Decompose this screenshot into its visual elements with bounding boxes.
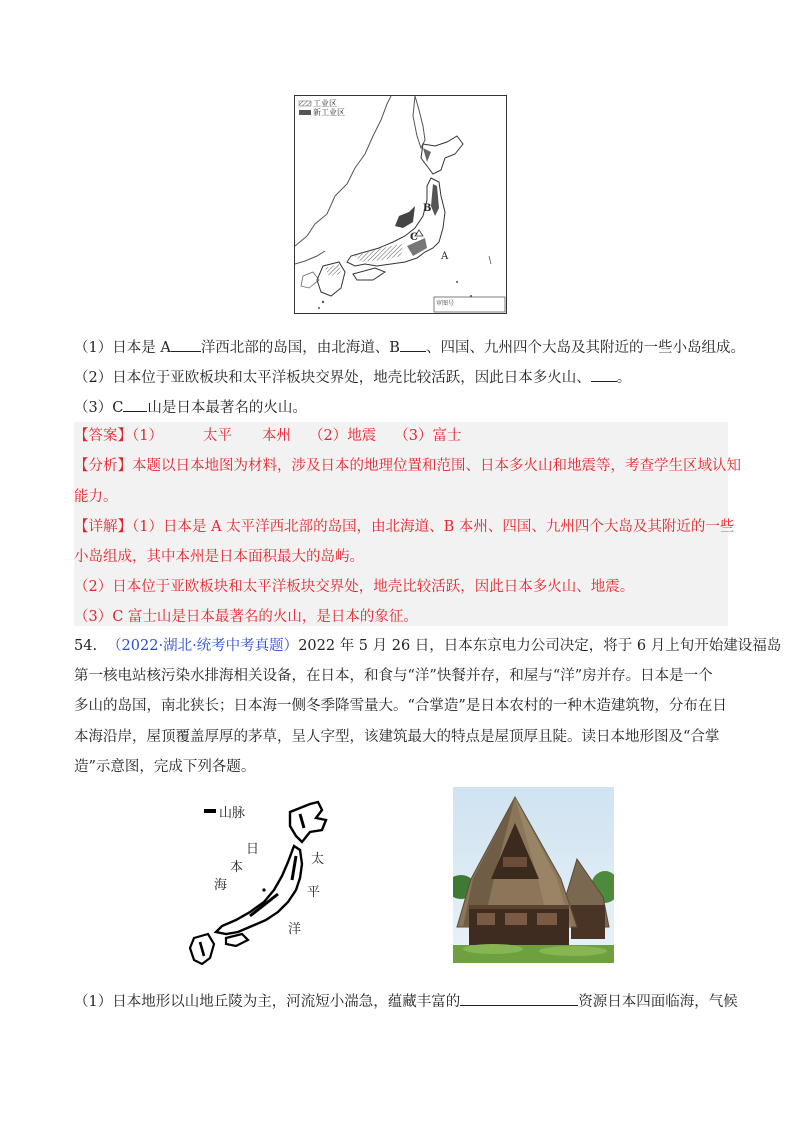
q54-text: 2022 年 5 月 26 日，日本东京电力公司决定，将于 6 月上旬开始建设福岛 [298, 638, 782, 654]
sea-label-char: 本 [230, 860, 244, 875]
analysis-line-2: 能力。 [74, 489, 118, 505]
q53-sub1-text-b: 洋西北部的岛国，由北海道、B [200, 340, 400, 356]
q53-sub3-text-b: 山是日本最著名的火山。 [147, 400, 307, 416]
japan-outline-graphic [186, 798, 346, 970]
japan-terrain-map [186, 798, 346, 970]
q53-sub2-text-b: 。 [616, 370, 632, 386]
q54-line-4: 本海沿岸，屋顶覆盖厚厚的茅草，呈人字型，该建筑最大的特点是屋顶厚且陡。读日本地形图及“合掌 [74, 729, 720, 745]
legend-old-industrial: 工业区 [313, 99, 337, 108]
question-source: （2022·湖北·统考中考真题） [107, 638, 299, 654]
answer-item: （1） [132, 428, 163, 444]
detail-line-3: （2）日本位于亚欧板块和太平洋板块交界处，地壳比较活跃，因此日本多火山、地震。 [74, 579, 635, 595]
answer-blank [460, 991, 578, 1006]
q53-sub1-text-a: （1）日本是 A [74, 340, 171, 356]
answer-blank [171, 337, 201, 352]
q54-line-2: 第一核电站核污染水排海相关设备，在日本，和食与“洋”快餐并存，和屋与“洋”房并存。日本是一个 [74, 668, 713, 684]
ocean-label-char: 平 [307, 885, 321, 900]
question-number: 54. [74, 638, 98, 654]
map-label-b: B [423, 203, 432, 214]
q53-sub2-text-a: （2）日本位于亚欧板块和太平洋板块交界处，地壳比较活跃，因此日本多火山、 [74, 370, 591, 386]
thatched-house-illustration [453, 787, 614, 963]
legend-mountain-label: 山脉 [219, 806, 246, 821]
detail-tag: 【详解】 [74, 519, 132, 535]
detail-line-2: 小岛组成，其中本州是日本面积最大的岛屿。 [74, 549, 364, 565]
answer-item: （3）富士 [394, 428, 462, 444]
sea-label-char: 日 [246, 842, 260, 857]
legend-new-industrial: 新工业区 [313, 108, 345, 117]
answer-blank [400, 337, 426, 352]
answer-item: 太平 [202, 428, 232, 444]
q53-sub1 [74, 337, 745, 358]
q53-sub1-text-c: 、四国、九州四个大岛及其附近的一些小岛组成。 [425, 340, 745, 356]
q53-sub3 [74, 397, 307, 418]
ocean-label-char: 太 [311, 852, 325, 867]
map-credit: 审图号 [436, 300, 455, 307]
q54-line-5: 造”示意图，完成下列各题。 [74, 759, 256, 775]
q54-line-1 [74, 636, 781, 656]
analysis-text: 本题以日本地图为材料，涉及日本的地理位置和范围、日本多火山和地震等，考查学生区域认知 [132, 458, 741, 474]
q54-line-3: 多山的岛国，南北狭长；日本海一侧冬季降雪量大。“合掌造”是日本农村的一种木造建筑物，分布在日 [74, 698, 727, 714]
answer-line [74, 426, 461, 446]
ocean-label-char: 洋 [288, 922, 302, 937]
japan-map-graphic [295, 96, 506, 313]
map-label-a: A [441, 251, 449, 262]
q53-sub3-text-a: （3）C [74, 400, 124, 416]
analysis-line-1 [74, 456, 741, 476]
answer-blank [123, 397, 147, 412]
gassho-zukuri-photo [453, 787, 614, 963]
answer-item: （2）地震 [308, 428, 377, 444]
detail-line-4: （3）C 富士山是日本最著名的火山，是日本的象征。 [74, 609, 418, 625]
map-label-c: C [410, 232, 418, 243]
answer-item: 本州 [261, 428, 291, 444]
detail-line-1 [74, 517, 734, 537]
q54-sub1 [74, 991, 738, 1012]
q53-sub2 [74, 367, 631, 388]
q54-sub1-text-b: 资源日本四面临海，气候 [578, 994, 738, 1010]
answer-blank [591, 367, 617, 382]
japan-industrial-map [294, 95, 507, 314]
answer-tag: 【答案】 [74, 428, 132, 444]
analysis-tag: 【分析】 [74, 458, 132, 474]
sea-label-char: 海 [214, 878, 228, 893]
detail-text: （1）日本是 A 太平洋西北部的岛国，由北海道、B 本州、四国、九州四个大岛及其附近的一些 [132, 519, 735, 535]
q54-sub1-text-a: （1）日本地形以山地丘陵为主，河流短小湍急，蕴藏丰富的 [74, 994, 461, 1010]
